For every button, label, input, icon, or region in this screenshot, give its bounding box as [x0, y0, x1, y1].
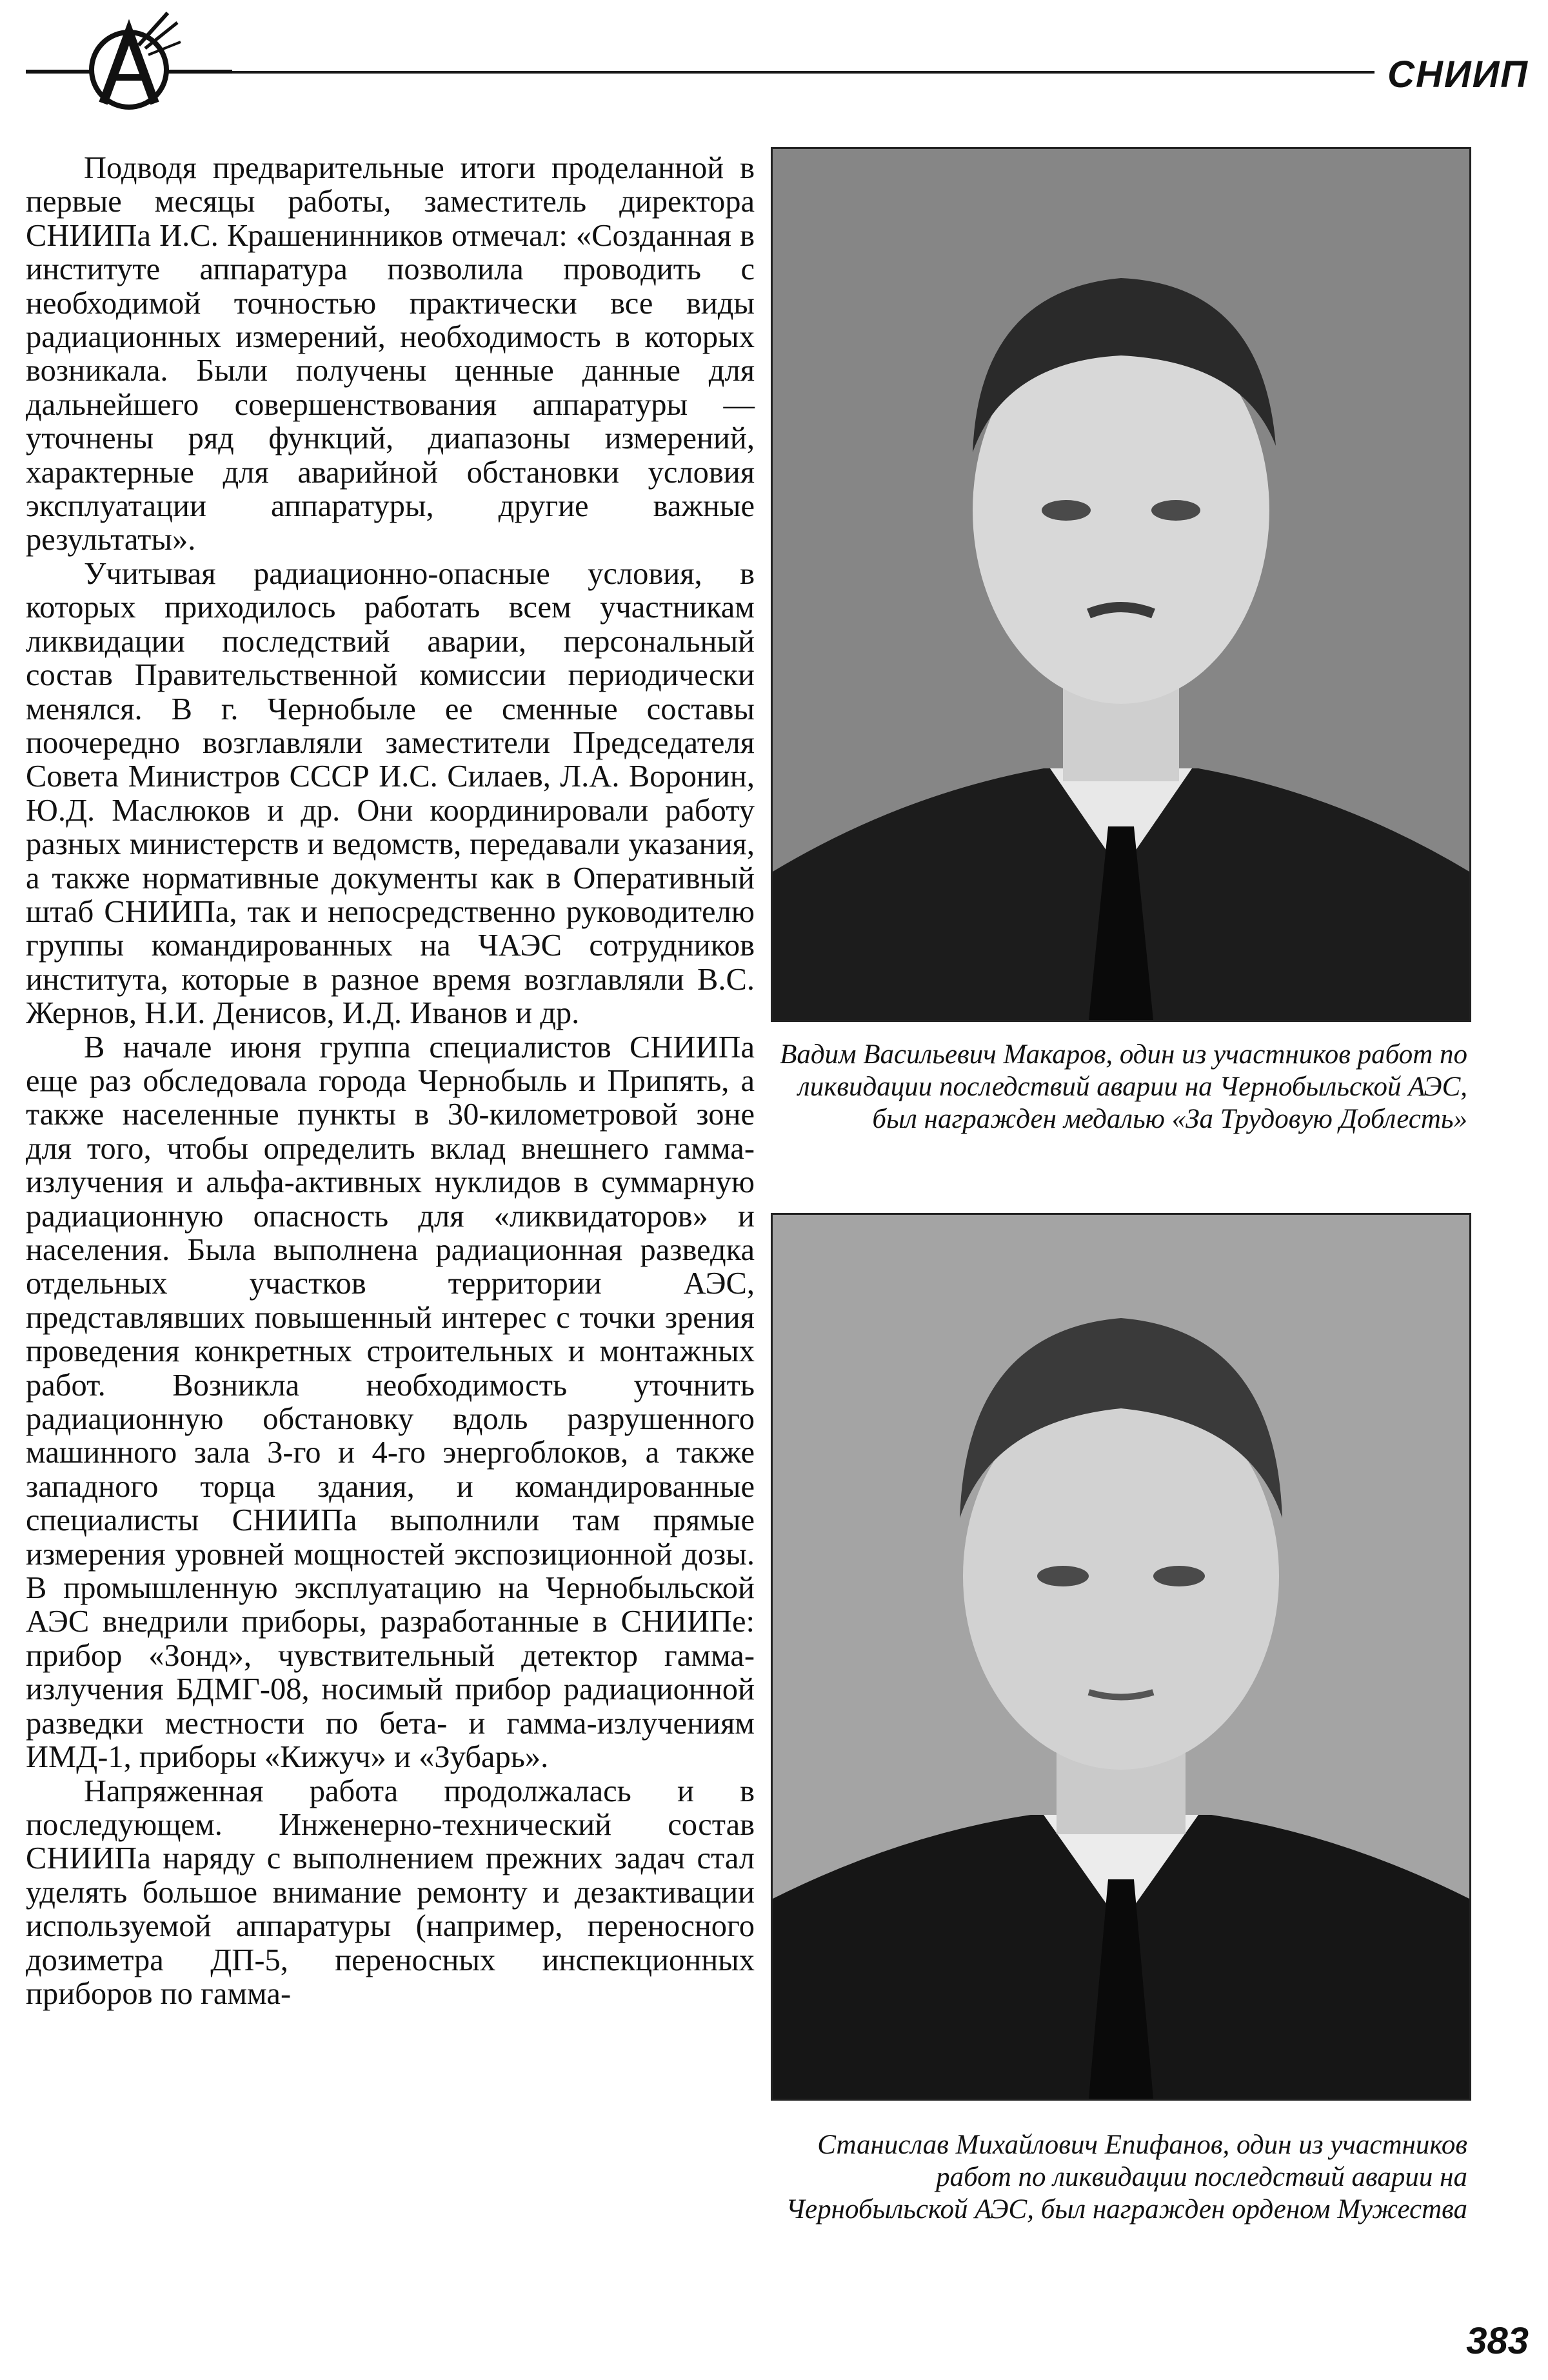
article-text-column: [26, 152, 755, 2011]
paragraph: Учитывая радиационно-опасные условия, в которых приходилось работать всем участникам ликвидации последствий аварии, персональный состав Правительственной комиссии периодически менялся. В г. Чернобыле ее сменные составы поочередно возглавляли заместители Председателя Совета Министров СССР И.С. Силаев, Л.А. Воронин, Ю.Д. Маслюков и др. Они координировали работу разных министерств и ведомств, передавали указания, а также нормативные документы как в Оперативный штаб СНИИПа, так и непосредственно руководителю группы командированных на ЧАЭС сотрудников института, которые в разное время возглавляли В.С. Жернов, Н.И. Денисов, И.Д. Иванов и др.: [26, 556, 755, 1031]
paragraph: Напряженная работа продолжалась и в последующем. Инженерно-технический состав СНИИПа наряду с выполнением прежних задач стал уделять большое внимание ремонту и дезактивации используемой аппаратуры (например, переносного дозиметра ДП-5, переносных инспекционных приборов по гамма-: [26, 1774, 755, 2011]
figure-caption: Вадим Васильевич Макаров, один из участников работ по ликвидации последствий аварии на Чернобыльской АЭС, был награжден медалью «За Трудовую Доблесть»: [780, 1039, 1467, 1134]
header-rule: [84, 71, 1406, 74]
page-number: 383: [1466, 2320, 1529, 2362]
paragraph: Подводя предварительные итоги проделанной в первые месяцы работы, заместитель директора СНИИПа И.С. Крашенинников отмечал: «Созданная в институте аппаратура позволила проводить с необходимой точностью практически все виды радиационных измерений, необходимость в которых возникала. Были получены ценные данные для дальнейшего совершенствования аппаратуры — уточнены ряд функций, диапазоны измерений, характерные для аварийной обстановки условия эксплуатации аппаратуры, другие важные результаты».: [26, 151, 755, 557]
institute-logo-icon: [26, 6, 232, 116]
portrait-photo-epifanov: [771, 1213, 1471, 2101]
portrait-photo-makarov: [771, 147, 1471, 1022]
figure-caption: Станислав Михайлович Епифанов, один из участников работ по ликвидации последствий аварии на Чернобыльской АЭС, был награжден орденом Мужества: [786, 2130, 1467, 2225]
section-title: СНИИП: [1374, 53, 1529, 96]
paragraph: В начале июня группа специалистов СНИИПа еще раз обследовала города Чернобыль и Припять, а также населенные пункты в 30-километровой зоне для того, чтобы определить вклад внешнего гамма-излучения и альфа-активных нуклидов в суммарную радиационную опасность для «ликвидаторов» и населения. Была выполнена радиационная разведка отдельных участков территории АЭС, представлявших повышенный интерес с точки зрения проведения конкретных строительных и монтажных работ. Возникла необходимость уточнить радиационную обстановку вдоль разрушенного машинного зала 3-го и 4-го энергоблоков, а также западного торца здания, и командированные специалисты СНИИПа выполнили там прямые измерения уровней мощностей экспозиционной дозы. В промышленную эксплуатацию на Чернобыльской АЭС внедрили приборы, разработанные в СНИИПе: прибор «Зонд», чувствительный детектор гамма-излучения БДМГ-08, носимый прибор радиационной разведки местности по бета- и гамма-излучениям ИМД-1, приборы «Кижуч» и «Зубарь».: [26, 1030, 755, 1775]
